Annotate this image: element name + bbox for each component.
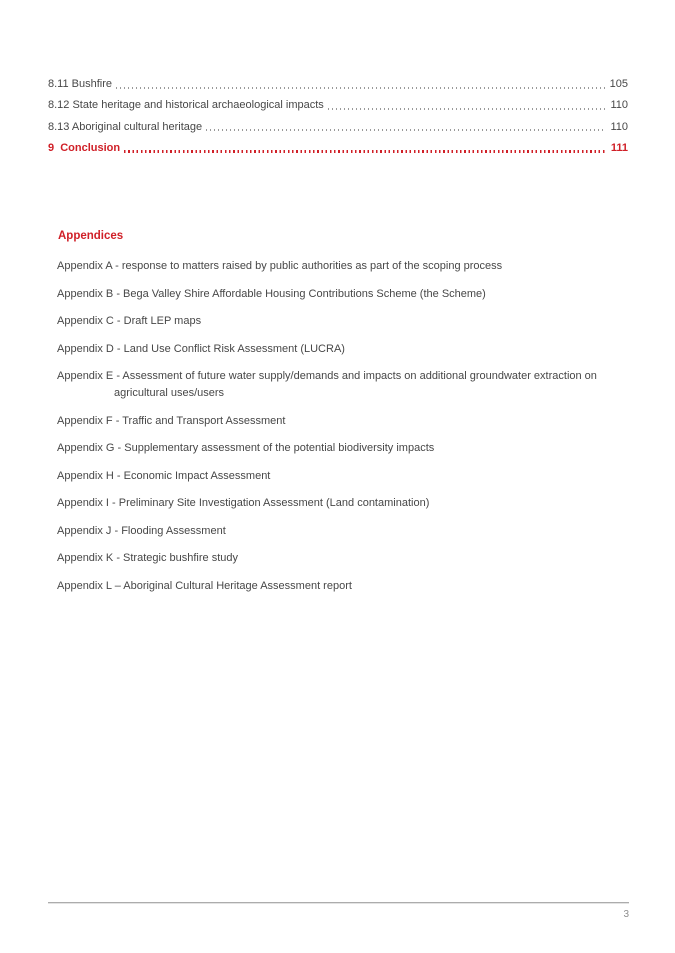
appendix-item-text: Appendix D - Land Use Conflict Risk Assessment (LUCRA) [57,342,345,355]
appendix-item-h [57,468,609,485]
toc-entry-state-heritage[interactable] [48,95,628,116]
appendix-item-text: Appendix K - Strategic bushfire study [57,552,238,564]
appendices-heading: Appendices [58,230,124,242]
appendix-item-d [57,341,609,358]
dot-leader [124,150,607,152]
toc-entry-bushfire[interactable] [48,74,628,95]
appendix-item-text: Appendix A - response to matters raised by public authorities as part of the scoping process [57,260,503,272]
appendix-item-j [57,523,609,540]
dot-leader [206,129,606,131]
toc-entry-page-number: 110 [610,120,628,133]
appendix-item-a [57,258,609,275]
appendix-item-l [57,578,609,595]
toc-entry-label: 9 Conclusion [48,141,121,154]
appendix-item-e [57,368,609,402]
toc-entry-conclusion[interactable] [48,138,628,159]
appendix-item-text: Appendix B - Bega Valley Shire Affordable Housing Contributions Scheme (the Scheme) [57,287,486,300]
toc-entry-label: 8.11 Bushfire [48,78,113,90]
toc-entry-aboriginal-heritage[interactable] [48,117,628,138]
appendix-item-b [57,286,609,303]
appendix-item-text: Appendix L – Aboriginal Cultural Heritage Assessment report [57,579,352,592]
table-of-contents [48,74,628,159]
appendix-item-c [57,313,609,330]
appendix-item-text: Appendix G - Supplementary assessment of the potential biodiversity impacts [57,442,435,454]
toc-entry-page-number: 110 [610,99,628,112]
appendix-item-i [57,495,609,512]
appendices-list [57,258,609,605]
appendix-item-text-wrapped: agricultural uses/users [114,387,225,399]
appendix-item-text: Appendix C - Draft LEP maps [57,315,202,327]
appendix-item-text: Appendix F - Traffic and Transport Assessment [57,414,286,427]
toc-entry-label: 8.12 State heritage and historical archaeological impacts [48,99,324,112]
appendix-item-text: Appendix E - Assessment of future water supply/demands and impacts on additional groundwater extraction on [57,370,597,382]
appendix-item-f [57,413,609,430]
toc-entry-page-number: 111 [610,141,628,154]
appendix-item-g [57,440,609,457]
appendix-item-text: Appendix I - Preliminary Site Investigation Assessment (Land contamination) [57,497,430,509]
footer-page-number: 3 [623,909,629,920]
appendix-item-text: Appendix H - Economic Impact Assessment [57,469,271,482]
footer-rule [48,902,629,903]
toc-entry-label: 8.13 Aboriginal cultural heritage [48,120,203,133]
dot-leader [116,87,606,89]
appendix-item-k [57,550,609,567]
dot-leader [328,108,607,110]
toc-entry-page-number: 105 [609,78,628,90]
appendix-item-text: Appendix J - Flooding Assessment [57,524,226,537]
